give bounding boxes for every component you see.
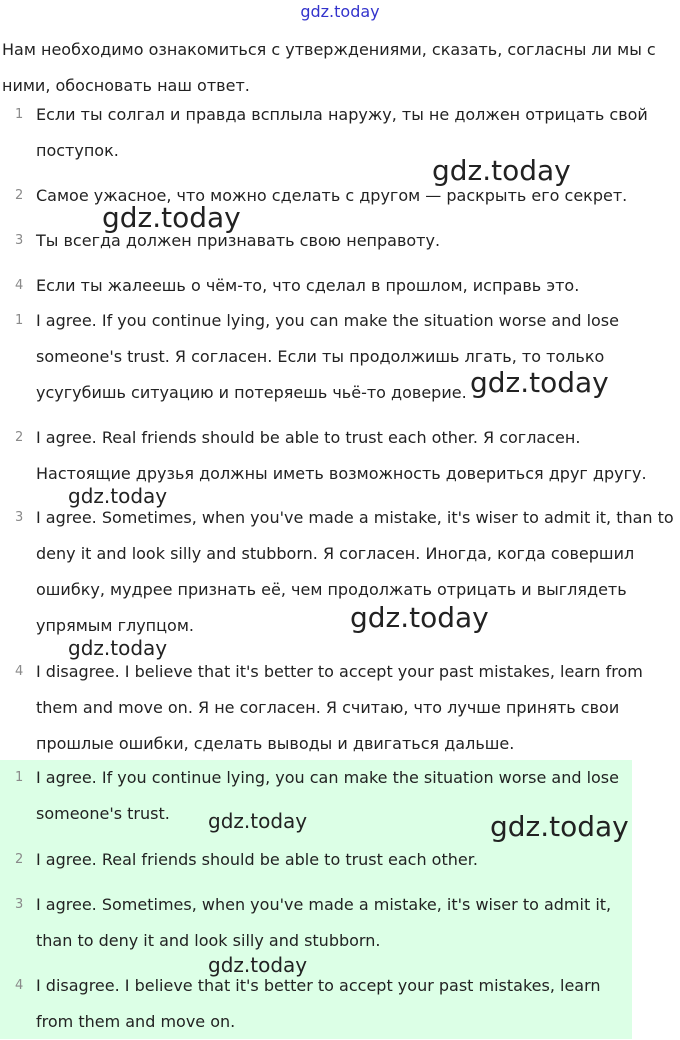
item-text: I agree. Sometimes, when you've made a mistake, it's wiser to admit it, than to deny it and look silly and stubborn. Я согласен. Иногда, когда совершил ошибку, мудрее признать её, чем продолжать отрицать и выглядеть упрямым глупцом. <box>36 508 674 635</box>
item-number: 1 <box>15 770 24 785</box>
watermark: gdz.today <box>490 810 629 843</box>
watermark: gdz.today <box>470 366 609 399</box>
item-number: 2 <box>15 852 24 867</box>
item-number: 3 <box>15 233 24 248</box>
watermark: gdz.today <box>68 636 168 660</box>
watermark: gdz.today <box>208 953 308 977</box>
item-text: Если ты солгал и правда всплыла наружу, ты не должен отрицать свой поступок. <box>36 105 648 160</box>
item-number: 3 <box>15 897 24 912</box>
item-number: 1 <box>15 107 24 122</box>
item-number: 2 <box>15 188 24 203</box>
item-text: I agree. If you continue lying, you can make the situation worse and lose someone's trust. Я согласен. Если ты продолжишь лгать, то только усугубишь ситуацию и потеряешь чьё-то доверие. <box>36 311 619 402</box>
item-text: Если ты жалеешь о чём-то, что сделал в прошлом, исправь это. <box>36 276 580 295</box>
watermark: gdz.today <box>68 484 168 508</box>
item-number: 4 <box>15 978 24 993</box>
watermark: gdz.today <box>208 809 308 833</box>
watermark: gdz.today <box>350 601 489 634</box>
item-number: 4 <box>15 664 24 679</box>
item-number: 2 <box>15 430 24 445</box>
item-number: 1 <box>15 313 24 328</box>
item-text: I agree. Real friends should be able to trust each other. Я согласен. Настоящие друзья должны иметь возможность довериться друг другу. <box>36 428 647 483</box>
watermark: gdz.today <box>102 201 241 234</box>
intro-text: Нам необходимо ознакомиться с утверждениями, сказать, согласны ли мы с ними, обосновать наш ответ. <box>2 40 656 95</box>
item-text: I disagree. I believe that it's better to accept your past mistakes, learn from them and move on. <box>36 976 601 1031</box>
item-text: Самое ужасное, что можно сделать с другом — раскрыть его секрет. <box>36 186 628 205</box>
item-text: I agree. Real friends should be able to trust each other. <box>36 850 478 869</box>
header-watermark: gdz.today <box>300 2 380 21</box>
item-text: Ты всегда должен признавать свою неправоту. <box>36 231 441 250</box>
item-text: I disagree. I believe that it's better to accept your past mistakes, learn from them and move on. Я не согласен. Я считаю, что лучше принять свои прошлые ошибки, сделать выводы и двигаться дальше. <box>36 662 643 753</box>
watermark: gdz.today <box>432 154 571 187</box>
item-number: 4 <box>15 278 24 293</box>
item-text: I agree. If you continue lying, you can make the situation worse and lose someone's trust. <box>36 768 619 823</box>
item-number: 3 <box>15 510 24 525</box>
item-text: I agree. Sometimes, when you've made a mistake, it's wiser to admit it, than to deny it and look silly and stubborn. <box>36 895 612 950</box>
